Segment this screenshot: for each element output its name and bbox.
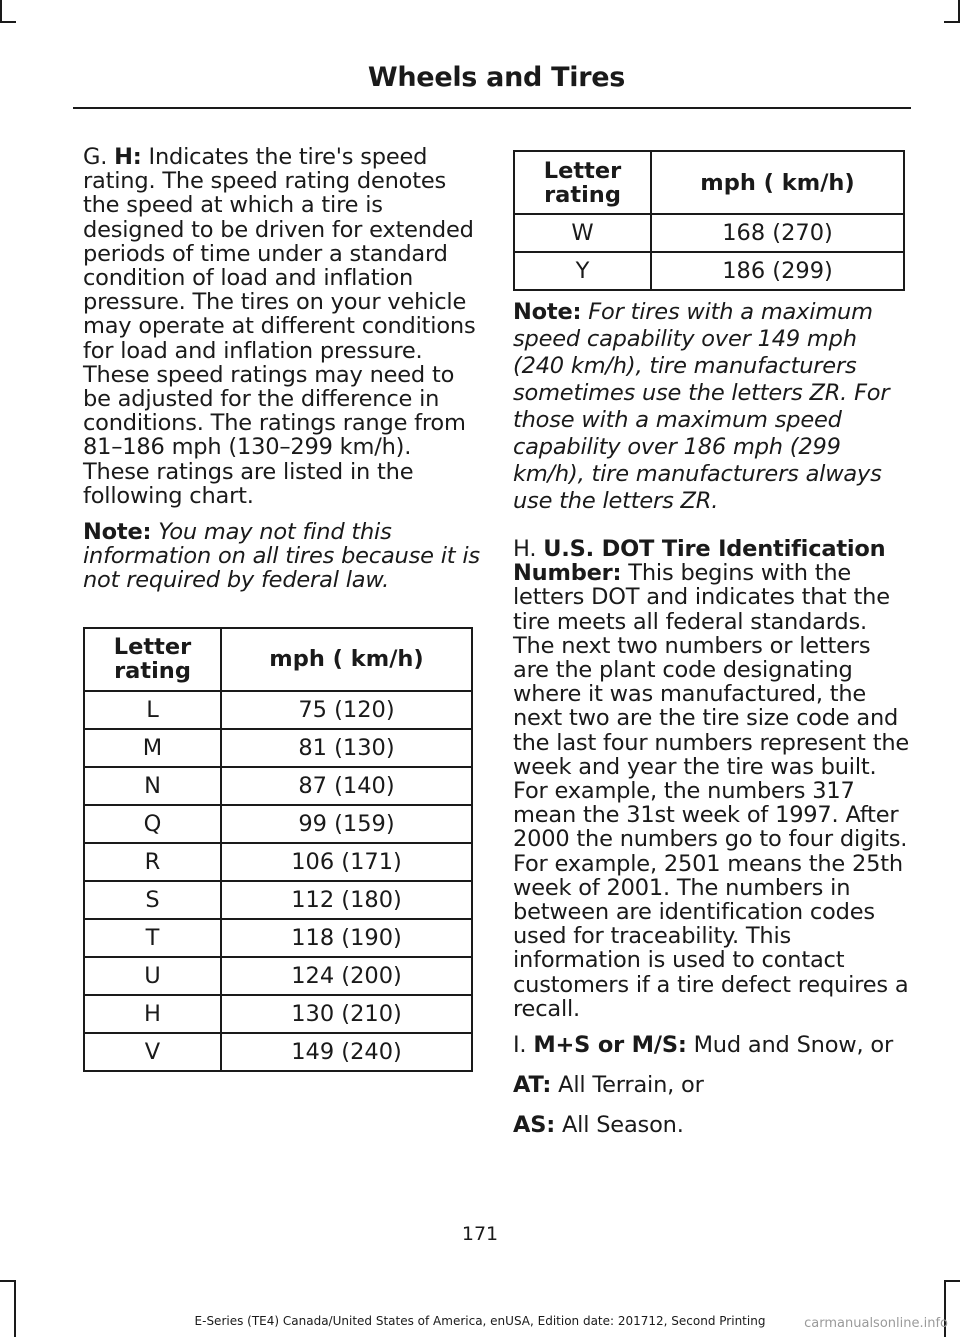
cell-letter: R (84, 843, 221, 881)
note-text: For tires with a maximum speed capability over 149 mph (240 km/h), tire manufacturers sometimes use the letters ZR. For those with a maximum speed capability over 186 mph (299 km/h), tire manufacturers always use the letters ZR. (513, 299, 890, 514)
term-label: U.S. DOT Tire Identification Number: (513, 536, 886, 587)
term-label: AT: (513, 1072, 552, 1099)
term-label: M+S or M/S: (533, 1032, 687, 1059)
note-zr-letters (513, 299, 911, 515)
item-prefix: I. (513, 1032, 534, 1059)
cell-letter: L (84, 691, 221, 729)
crop-mark (14, 1280, 16, 1337)
paragraph-all-season (513, 1113, 911, 1137)
cell-letter: S (84, 881, 221, 919)
paragraph-text: Mud and Snow, or (686, 1032, 893, 1059)
table-row (84, 729, 472, 767)
cell-speed: 99 (159) (221, 805, 472, 843)
paragraph-text: This begins with the letters DOT and indicates that the tire meets all federal standards. The next two numbers or letters are the plant code designating where it was manufactured, the next two are the tire size code and the last four numbers represent the week and year the tire was built. For example, the numbers 317 mean the 31st week of 1997. After 2000 the numbers go to four digits. For example, 2501 means the 25th week of 2001. The numbers in between are identification codes used for traceability. This information is used to contact customers if a tire defect requires a recall. (513, 560, 910, 1022)
column-header-speed: mph ( km/h) (651, 151, 904, 214)
page-title: Wheels and Tires (367, 62, 625, 93)
cell-letter: M (84, 729, 221, 767)
table-row (84, 805, 472, 843)
item-prefix: H. (513, 536, 544, 562)
paragraph-mud-snow (513, 1033, 911, 1057)
speed-rating-table-continued (513, 150, 905, 291)
cell-letter: U (84, 957, 221, 995)
paragraph-text: All Terrain, or (551, 1072, 704, 1099)
cell-speed: 81 (130) (221, 729, 472, 767)
table-row (84, 881, 472, 919)
table-row (514, 252, 904, 290)
paragraph-speed-rating (83, 145, 481, 508)
cell-speed: 168 (270) (651, 214, 904, 252)
crop-mark (0, 21, 16, 23)
table-row (84, 1033, 472, 1071)
table-row (84, 691, 472, 729)
page-number: 171 (461, 1223, 499, 1245)
note-label: Note: (513, 299, 582, 325)
note-federal-law (83, 520, 481, 593)
cell-speed: 118 (190) (221, 919, 472, 957)
cell-speed: 124 (200) (221, 957, 472, 995)
table-header-row (84, 628, 472, 691)
watermark: carmanualsonline.info (804, 1316, 948, 1331)
table-row (514, 214, 904, 252)
cell-letter: Q (84, 805, 221, 843)
cell-letter: Y (514, 252, 651, 290)
term-label: H: (114, 144, 142, 170)
right-column (513, 150, 911, 1150)
header-divider (73, 107, 911, 109)
note-label: Note: (83, 519, 152, 546)
cell-speed: 186 (299) (651, 252, 904, 290)
column-header-letter-rating: Letter rating (514, 151, 651, 214)
crop-mark (944, 1280, 960, 1282)
cell-speed: 75 (120) (221, 691, 472, 729)
cell-speed: 130 (210) (221, 995, 472, 1033)
crop-mark (0, 0, 2, 23)
crop-mark (944, 21, 960, 23)
term-label: AS: (513, 1112, 556, 1139)
cell-speed: 112 (180) (221, 881, 472, 919)
cell-letter: V (84, 1033, 221, 1071)
left-column (83, 145, 481, 1072)
table-row (84, 957, 472, 995)
note-text: You may not find this information on all tires because it is not required by federal law. (83, 519, 480, 594)
table-row (84, 767, 472, 805)
cell-letter: H (84, 995, 221, 1033)
table-row (84, 843, 472, 881)
table-row (84, 919, 472, 957)
paragraph-text: Indicates the tire's speed rating. The speed rating denotes the speed at which a tire is designed to be driven for extended periods of time under a standard condition of load and inflation pressure. The tires on your vehicle may operate at different conditions for load and inflation pressure. These speed ratings may need to be adjusted for the difference in conditions. The ratings range from 81–186 mph (130–299 km/h). These ratings are listed in the following chart. (83, 144, 476, 509)
footer-edition-info: E-Series (TE4) Canada/United States of America, enUSA, Edition date: 201712, Second Printing (194, 1314, 766, 1328)
column-header-speed: mph ( km/h) (221, 628, 472, 691)
column-header-letter-rating: Letter rating (84, 628, 221, 691)
paragraph-all-terrain (513, 1073, 911, 1097)
cell-speed: 87 (140) (221, 767, 472, 805)
cell-letter: W (514, 214, 651, 252)
cell-letter: T (84, 919, 221, 957)
speed-rating-table (83, 627, 473, 1072)
cell-speed: 106 (171) (221, 843, 472, 881)
table-header-row (514, 151, 904, 214)
paragraph-dot-number (513, 537, 911, 1021)
paragraph-text: All Season. (555, 1112, 684, 1139)
cell-speed: 149 (240) (221, 1033, 472, 1071)
cell-letter: N (84, 767, 221, 805)
table-row (84, 995, 472, 1033)
item-prefix: G. (83, 144, 115, 170)
